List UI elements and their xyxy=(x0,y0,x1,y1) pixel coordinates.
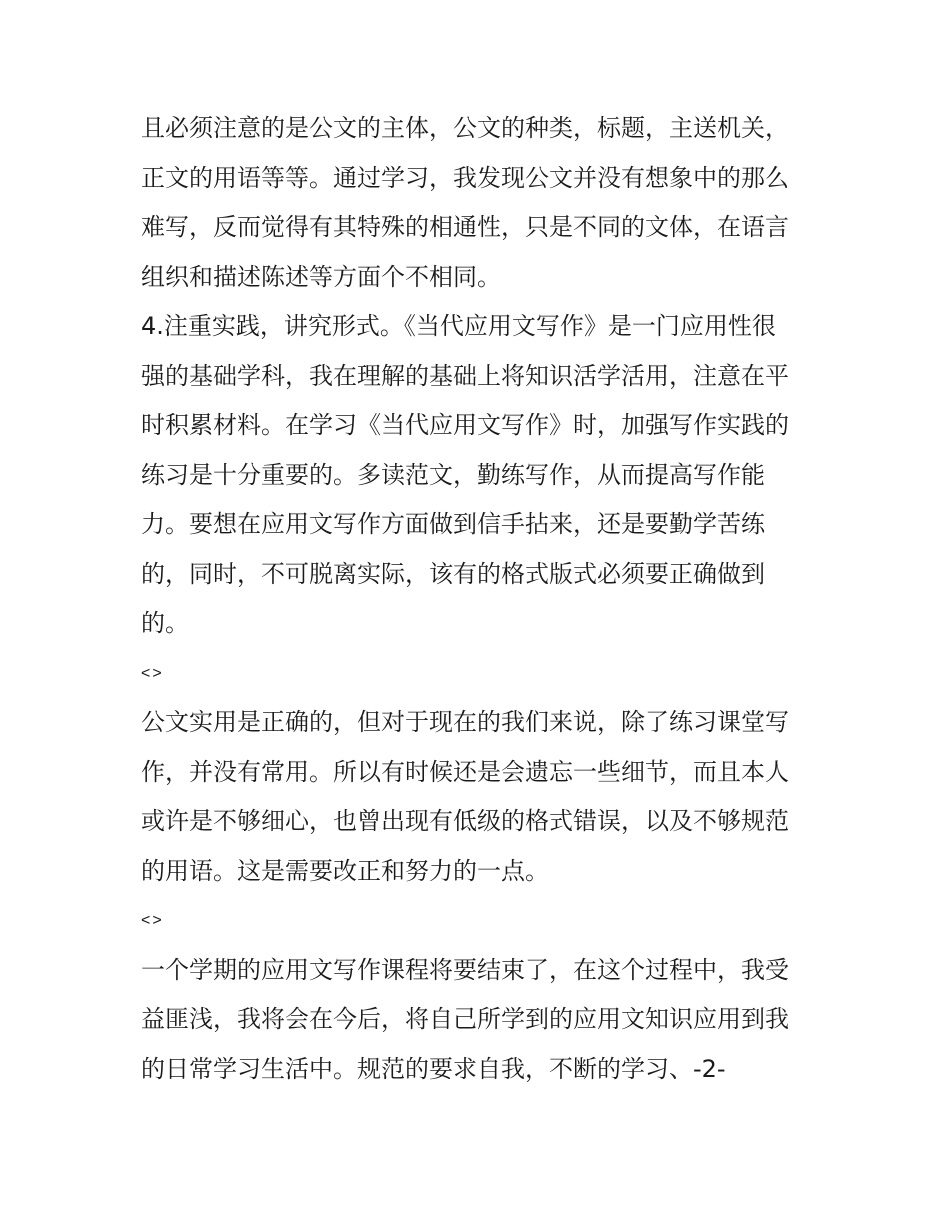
document-body xyxy=(141,104,821,1094)
text-line: 组织和描述陈述等方面个不相同。 xyxy=(141,262,501,291)
section-marker: <> xyxy=(141,664,164,682)
text-line: 公文实用是正确的，但对于现在的我们来说，除了练习课堂写 xyxy=(141,708,789,736)
text-line: 的日常学习生活中。规范的要求自我，不断的学习、-2- xyxy=(141,1054,726,1083)
text-line: 且必须注意的是公文的主体，公文的种类，标题，主送机关， xyxy=(141,114,789,142)
text-line: 强的基础学科，我在理解的基础上将知识活学活用，注意在平 xyxy=(141,361,789,390)
text-line: 或许是不够细心，也曾出现有低级的格式错误，以及不够规范 xyxy=(141,807,789,835)
text-line: 的用语。这是需要改正和努力的一点。 xyxy=(141,856,549,885)
text-line: 4.注重实践，讲究形式。《当代应用文写作》是一门应用性很 xyxy=(141,312,776,340)
text-line: 的。 xyxy=(141,609,189,637)
section-marker: <> xyxy=(141,912,164,929)
text-line: 时积累材料。在学习《当代应用文写作》时，加强写作实践的 xyxy=(141,411,789,439)
text-line: 作，并没有常用。所以有时候还是会遗忘一些细节，而且本人 xyxy=(141,757,789,786)
text-line: 正文的用语等等。通过学习，我发现公文并没有想象中的那么 xyxy=(141,163,789,192)
text-line: 一个学期的应用文写作课程将要结束了，在这个过程中，我受 xyxy=(141,955,789,984)
text-line: 的，同时，不可脱离实际，该有的格式版式必须要正确做到 xyxy=(141,559,765,588)
text-line: 力。要想在应用文写作方面做到信手拈来，还是要勤学苦练 xyxy=(141,510,765,538)
text-line: 练习是十分重要的。多读范文，勤练写作，从而提高写作能 xyxy=(141,460,765,489)
text-line: 难写，反而觉得有其特殊的相通性，只是不同的文体，在语言 xyxy=(141,213,789,241)
text-line: 益匪浅，我将会在今后，将自己所学到的应用文知识应用到我 xyxy=(141,1005,789,1033)
